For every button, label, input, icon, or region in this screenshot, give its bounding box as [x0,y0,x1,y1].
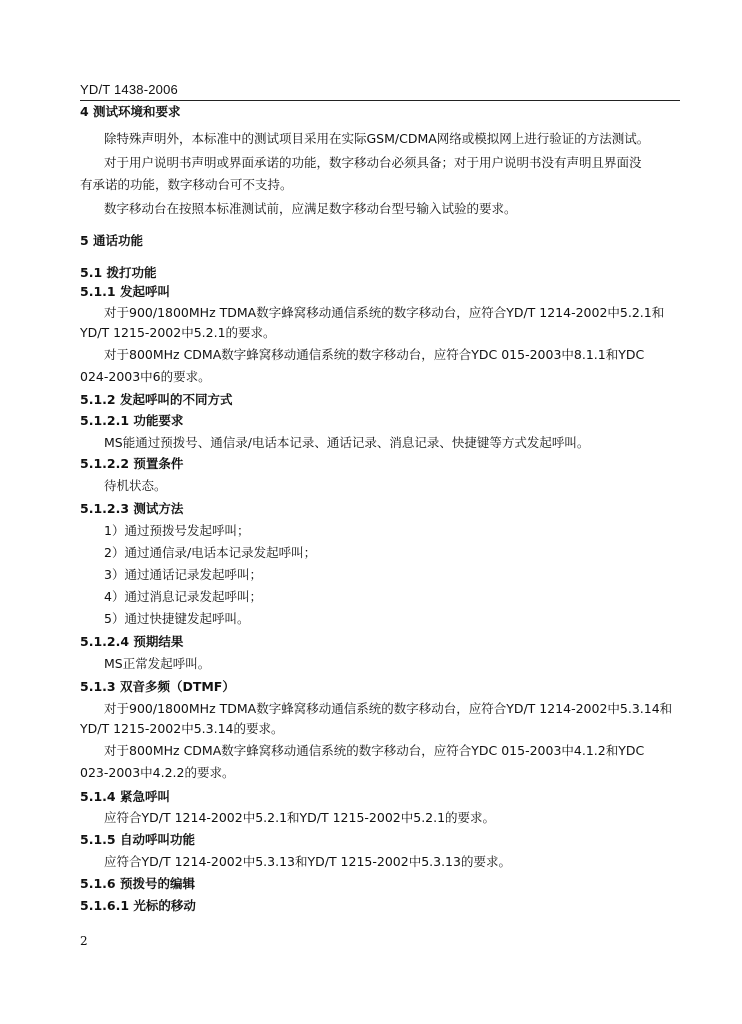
paragraph-line: YD/T 1215-2002中5.3.14的要求。 [80,721,284,736]
header-rule [80,100,680,101]
paragraph-line: 023-2003中4.2.2的要求。 [80,765,235,780]
paragraph-line: MS能通过预拨号、通信录/电话本记录、通话记录、消息记录、快捷键等方式发起呼叫。 [104,435,590,450]
paragraph-line: 对于800MHz CDMA数字蜂窝移动通信系统的数字移动台，应符合YDC 015-2003中4.1.2和YDC [104,743,645,758]
paragraph-line: 3）通过通话记录发起呼叫； [104,567,262,582]
page-number: 2 [80,934,88,948]
paragraph-line: 应符合YD/T 1214-2002中5.2.1和YD/T 1215-2002中5.2.1的要求。 [104,810,496,825]
paragraph-line: 数字移动台在按照本标准测试前，应满足数字移动台型号输入试验的要求。 [104,201,517,216]
paragraph-line: 对于800MHz CDMA数字蜂窝移动通信系统的数字移动台，应符合YDC 015-2003中8.1.1和YDC [104,347,645,362]
paragraph-line: 有承诺的功能，数字移动台可不支持。 [80,177,293,192]
section-heading: 5.1.2.3 测试方法 [80,501,184,516]
section-heading: 5.1.2.4 预期结果 [80,634,184,649]
paragraph-line: 除特殊声明外，本标准中的测试项目采用在实际GSM/CDMA网络或模拟网上进行验证的方法测试。 [104,131,650,146]
section-heading: 5.1.5 自动呼叫功能 [80,832,195,847]
paragraph-line: 对于用户说明书声明或界面承诺的功能，数字移动台必须具备；对于用户说明书没有声明且界面没 [104,155,642,170]
standard-code: YD/T 1438-2006 [80,82,178,97]
section-heading: 5 通话功能 [80,233,144,248]
paragraph-line: YD/T 1215-2002中5.2.1的要求。 [80,325,276,340]
section-heading: 4 测试环境和要求 [80,104,181,119]
paragraph-line: 1）通过预拨号发起呼叫； [104,523,250,538]
paragraph-line: 待机状态。 [104,478,167,493]
section-heading: 5.1.3 双音多频（DTMF） [80,679,235,694]
paragraph-line: 2）通过通信录/电话本记录发起呼叫； [104,545,317,560]
section-heading: 5.1 拨打功能 [80,265,157,280]
paragraph-line: 对于900/1800MHz TDMA数字蜂窝移动通信系统的数字移动台，应符合YD/T 1214-2002中5.3.14和 [104,701,673,716]
paragraph-line: 应符合YD/T 1214-2002中5.3.13和YD/T 1215-2002中5.3.13的要求。 [104,854,511,869]
paragraph-line: MS正常发起呼叫。 [104,656,211,671]
section-heading: 5.1.6 预拨号的编辑 [80,876,195,891]
section-heading: 5.1.1 发起呼叫 [80,284,170,299]
paragraph-line: 5）通过快捷键发起呼叫。 [104,611,250,626]
paragraph-line: 4）通过消息记录发起呼叫； [104,589,262,604]
paragraph-line: 024-2003中6的要求。 [80,369,211,384]
section-heading: 5.1.2 发起呼叫的不同方式 [80,392,233,407]
section-heading: 5.1.6.1 光标的移动 [80,898,196,913]
section-heading: 5.1.4 紧急呼叫 [80,789,170,804]
section-heading: 5.1.2.1 功能要求 [80,413,184,428]
paragraph-line: 对于900/1800MHz TDMA数字蜂窝移动通信系统的数字移动台，应符合YD/T 1214-2002中5.2.1和 [104,305,665,320]
section-heading: 5.1.2.2 预置条件 [80,456,184,471]
